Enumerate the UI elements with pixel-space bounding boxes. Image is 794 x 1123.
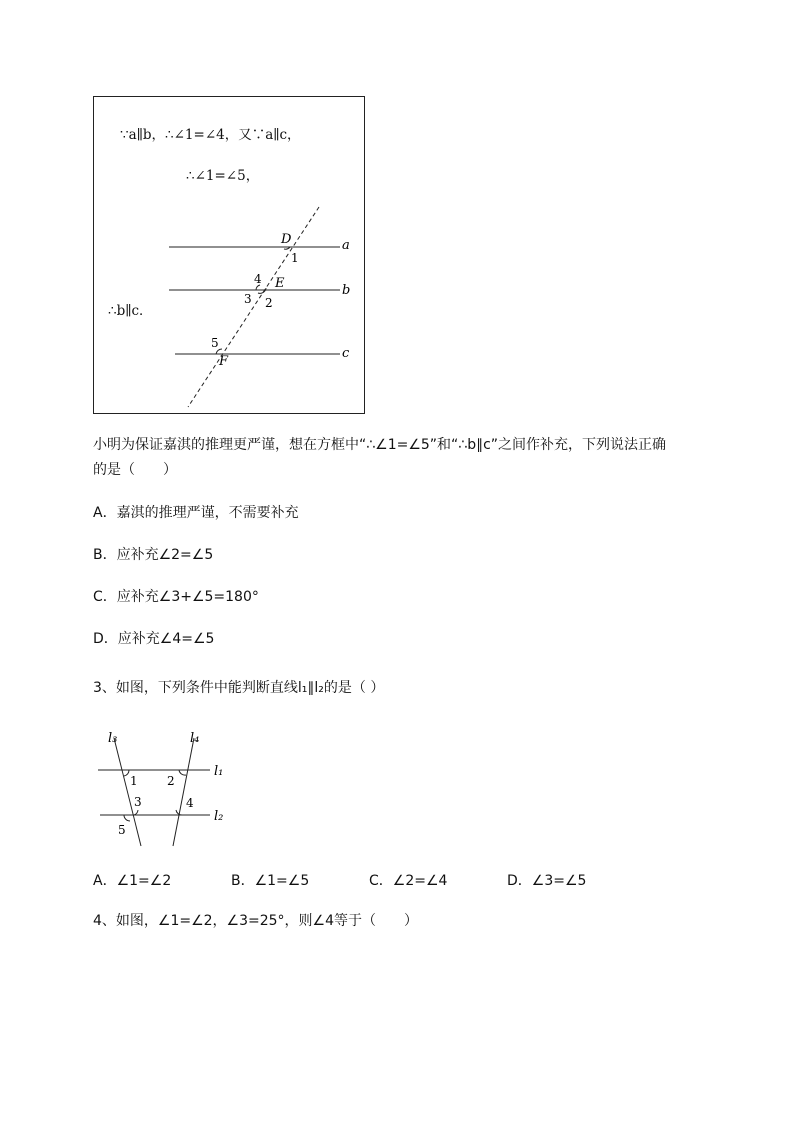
angle-arc-q3-4 — [176, 810, 182, 815]
angle-arc-q3-2 — [179, 770, 186, 775]
question3-option-d: D．∠3=∠5 — [507, 873, 587, 889]
label-l3: l₃ — [108, 731, 118, 746]
label-c: c — [342, 346, 350, 361]
label-l1: l₁ — [214, 764, 224, 779]
label-num-3: 3 — [244, 292, 252, 306]
label-num-2: 2 — [265, 296, 273, 310]
label-q3-num-5: 5 — [118, 823, 126, 837]
question2-stem-line2: 的是（ ） — [93, 462, 177, 478]
proof-box — [93, 96, 365, 414]
label-q3-num-4: 4 — [186, 796, 194, 810]
question2-option-d: D．应补充∠4=∠5 — [93, 631, 215, 647]
label-q3-num-3: 3 — [134, 795, 142, 809]
angle-arc-q3-5 — [124, 815, 130, 821]
question4-stem: 4、如图，∠1=∠2，∠3=25°，则∠4等于（ ） — [93, 913, 419, 929]
question3-option-b: B．∠1=∠5 — [231, 873, 310, 889]
proof-line-3: ∴b∥c． — [108, 303, 153, 319]
question2-stem-line1: 小明为保证嘉淇的推理更严谨，想在方框中“∴∠1=∠5”和“∴b∥c”之间作补充，下列说法正确 — [93, 437, 667, 453]
angle-arc-q3-1 — [124, 770, 129, 776]
label-D: D — [281, 232, 292, 247]
angle-arc-q3-3 — [134, 810, 138, 815]
label-F: F — [219, 354, 229, 369]
label-q3-num-2: 2 — [167, 774, 175, 788]
label-l4: l₄ — [190, 731, 200, 746]
label-l2: l₂ — [214, 809, 224, 824]
label-num-1: 1 — [291, 251, 299, 265]
question3-option-a: A．∠1=∠2 — [93, 873, 172, 889]
question3-option-c: C．∠2=∠4 — [369, 873, 448, 889]
question2-option-c: C．应补充∠3+∠5=180° — [93, 589, 259, 605]
transversal-line — [188, 207, 319, 407]
label-a: a — [342, 238, 350, 253]
label-E: E — [275, 276, 285, 291]
label-b: b — [342, 283, 351, 298]
angle-arc-E — [258, 288, 266, 293]
line-l4 — [173, 738, 194, 846]
label-num-5: 5 — [211, 336, 219, 350]
parallel-lines-figure — [94, 97, 364, 413]
label-num-4: 4 — [254, 272, 262, 286]
two-lines-figure — [96, 728, 246, 853]
proof-line-1: ∵a∥b，∴∠1=∠4，又∵a∥c， — [120, 127, 301, 143]
label-q3-num-1: 1 — [130, 774, 138, 788]
question2-option-b: B．应补充∠2=∠5 — [93, 547, 214, 563]
question2-option-a: A．嘉淇的推理严谨，不需要补充 — [93, 505, 299, 521]
question3-stem: 3、如图，下列条件中能判断直线l₁∥l₂的是（ ） — [93, 680, 385, 696]
proof-line-2: ∴∠1=∠5， — [186, 168, 260, 184]
